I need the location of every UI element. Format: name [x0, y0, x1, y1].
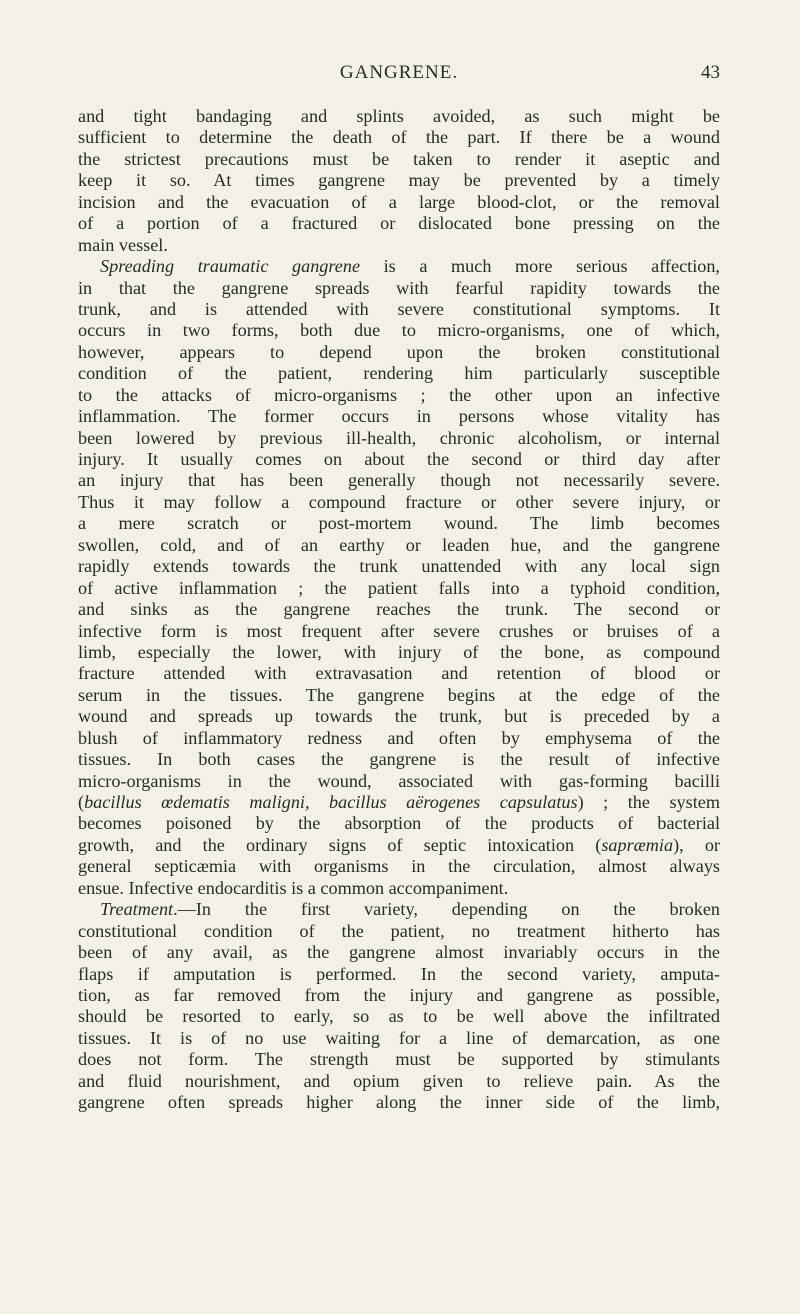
text-line: serum in the tissues. The gangrene begins at the edge of the — [78, 684, 720, 705]
text-line: infective form is most frequent after severe crushes or bruises of a — [78, 620, 720, 641]
text-line: gangrene often spreads higher along the inner side of the limb, — [78, 1092, 720, 1113]
text-line: tissues. In both cases the gangrene is the result of infective — [78, 749, 720, 770]
text-line: constitutional condition of the patient, no treatment hitherto has — [78, 920, 720, 941]
text-segment: ) ; the system — [577, 792, 720, 812]
text-line: a mere scratch or post-mortem wound. The limb becomes — [78, 513, 720, 534]
text-line: been lowered by previous ill-health, chronic alcoholism, or internal — [78, 427, 720, 448]
section-heading-spreading-gangrene: Spreading traumatic gangrene — [100, 256, 361, 277]
text-line: been of any avail, as the gangrene almost invariably occurs in the — [78, 942, 720, 963]
text-line: should be resorted to early, so as to be well above the infiltrated — [78, 1006, 720, 1027]
text-segment: is a much more serious affection, — [360, 256, 720, 277]
text-line: however, appears to depend upon the broken constitutional — [78, 341, 720, 362]
text-line: occurs in two forms, both due to micro-organisms, one of which, — [78, 320, 720, 341]
text-line — [78, 792, 720, 813]
body-text — [78, 106, 720, 1114]
text-line — [78, 256, 720, 277]
text-line: main vessel. — [78, 234, 168, 255]
text-segment: ), or — [673, 834, 720, 855]
text-line: an injury that has been generally though not necessarily severe. — [78, 470, 720, 491]
text-line: fracture attended with extravasation and retention of blood or — [78, 663, 720, 684]
text-line: rapidly extends towards the trunk unattended with any local sign — [78, 556, 720, 577]
text-line: of a portion of a fractured or dislocated bone pressing on the — [78, 213, 720, 234]
text-line: inflammation. The former occurs in persons whose vitality has — [78, 406, 720, 427]
text-line: Thus it may follow a compound fracture or other severe injury, or — [78, 491, 720, 512]
term-sapraemia: sapræmia — [601, 834, 674, 855]
text-line: the strictest precautions must be taken to render it aseptic and — [78, 148, 720, 169]
text-line: ensue. Infective endocarditis is a common accompaniment. — [78, 877, 509, 898]
page-number: 43 — [701, 62, 720, 83]
text-line: incision and the evacuation of a large blood-clot, or the removal — [78, 191, 720, 212]
running-title: GANGRENE. — [339, 62, 459, 83]
text-segment: .—In the first variety, depending on the broken — [173, 899, 720, 920]
text-line: in that the gangrene spreads with fearful rapidity towards the — [78, 277, 720, 298]
text-line: sufficient to determine the death of the part. If there be a wound — [78, 127, 720, 148]
text-line: and tight bandaging and splints avoided, as such might be — [78, 106, 720, 126]
text-line: of active inflammation ; the patient falls into a typhoid condition, — [78, 577, 720, 598]
text-line: and sinks as the gangrene reaches the trunk. The second or — [78, 599, 720, 620]
text-line: trunk, and is attended with severe constitutional symptoms. It — [78, 298, 720, 319]
text-line: and fluid nourishment, and opium given to relieve pain. As the — [78, 1070, 720, 1091]
text-line: limb, especially the lower, with injury of the bone, as compound — [78, 641, 720, 662]
text-segment: ( — [78, 792, 85, 812]
text-line: flaps if amputation is performed. In the second variety, amputa- — [78, 963, 720, 984]
text-line: condition of the patient, rendering him particularly susceptible — [78, 363, 720, 384]
text-line: becomes poisoned by the absorption of the products of bacterial — [78, 813, 720, 834]
text-line: micro-organisms in the wound, associated with gas-forming bacilli — [78, 770, 720, 791]
text-line: general septicæmia with organisms in the circulation, almost always — [78, 856, 720, 877]
text-segment: growth, and the ordinary signs of septic intoxication ( — [78, 834, 602, 855]
text-line: wound and spreads up towards the trunk, but is preceded by a — [78, 706, 720, 727]
section-heading-treatment: Treatment — [100, 899, 174, 920]
text-line: tion, as far removed from the injury and gangrene as possible, — [78, 984, 720, 1005]
text-line: to the attacks of micro-organisms ; the other upon an infective — [78, 384, 720, 405]
text-line: swollen, cold, and of an earthy or leaden hue, and the gangrene — [78, 534, 720, 555]
text-line: does not form. The strength must be supported by stimulants — [78, 1049, 720, 1070]
running-head — [78, 62, 720, 90]
text-line: injury. It usually comes on about the second or third day after — [78, 449, 720, 469]
text-line: blush of inflammatory redness and often by emphysema of the — [78, 727, 720, 748]
text-line: tissues. It is of no use waiting for a line of demarcation, as one — [78, 1027, 720, 1048]
bacilli-names: bacillus œdematis maligni, bacillus aërogenes capsulatus — [84, 792, 578, 812]
text-line: keep it so. At times gangrene may be prevented by a timely — [78, 170, 720, 191]
text-line — [78, 835, 720, 856]
text-line — [78, 899, 720, 920]
